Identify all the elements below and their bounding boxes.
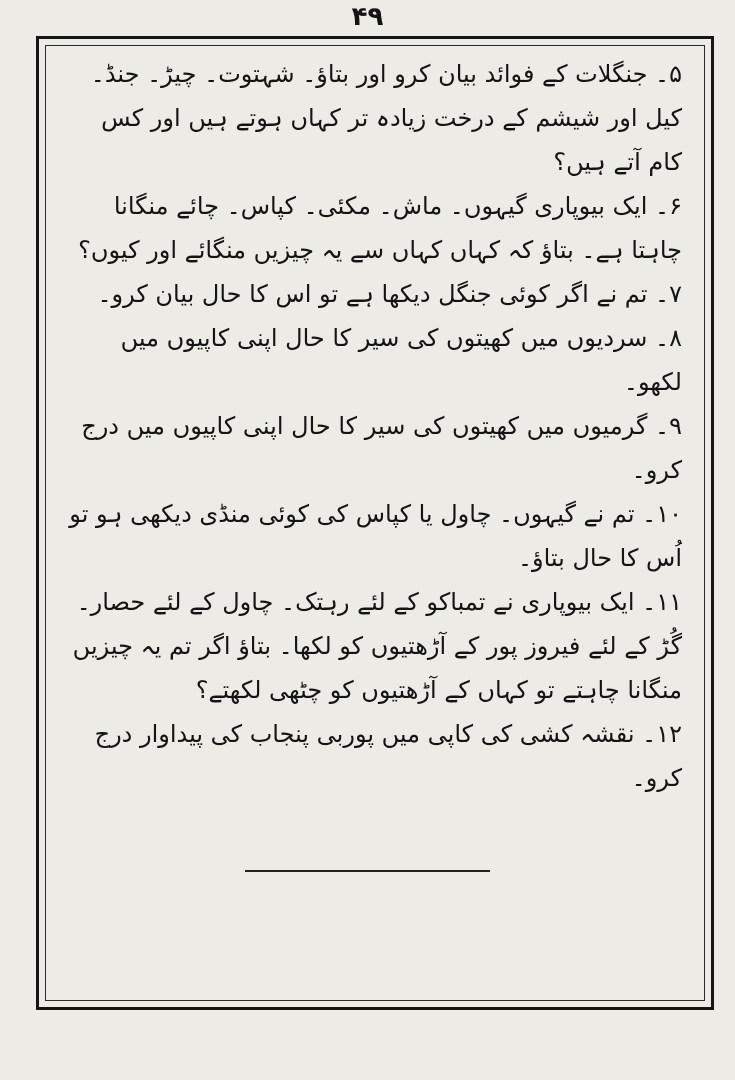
exercise-number: ۶۔ bbox=[655, 192, 682, 220]
exercise-number: ۹۔ bbox=[655, 412, 682, 440]
exercise-text: جنگلات کے فوائد بیان کرو اور بتاؤ۔ شہتوت۔ چیڑ۔ جنڈ۔ کیل اور شیشم کے درخت زیادہ تر کہاں ہوتے ہیں اور کس کام آتے ہیں؟ bbox=[90, 60, 682, 176]
exercise-text: نقشہ کشی کی کاپی میں پوربی پنجاب کی پیداوار درج کرو۔ bbox=[94, 720, 682, 792]
exercise-item-7 bbox=[62, 272, 682, 316]
exercise-item-9 bbox=[62, 404, 682, 492]
exercise-item-12 bbox=[62, 712, 682, 800]
exercise-text: سردیوں میں کھیتوں کی سیر کا حال اپنی کاپیوں میں لکھو۔ bbox=[120, 324, 682, 396]
exercise-item-11 bbox=[62, 580, 682, 712]
exercise-text: گرمیوں میں کھیتوں کی سیر کا حال اپنی کاپیوں میں درج کرو۔ bbox=[81, 412, 682, 484]
exercise-number: ۷۔ bbox=[655, 280, 682, 308]
exercise-item-6 bbox=[62, 184, 682, 272]
exercise-text: ایک بیوپاری نے تمباکو کے لئے رہتک۔ چاول کے لئے حصار۔ گُڑ کے لئے فیروز پور کے آڑھتیوں کو لکھا۔ بتاؤ اگر تم یہ چیزیں منگانا چاہتے تو کہاں کے آڑھتیوں کو چٹھی لکھتے؟ bbox=[72, 588, 682, 704]
exercise-number: ۸۔ bbox=[655, 324, 682, 352]
exercise-list bbox=[62, 52, 682, 800]
exercise-number: ۱۰۔ bbox=[642, 500, 682, 528]
exercise-item-10 bbox=[62, 492, 682, 580]
exercise-number: ۱۲۔ bbox=[642, 720, 682, 748]
exercise-item-5 bbox=[62, 52, 682, 184]
exercise-text: ایک بیوپاری گیہوں۔ ماش۔ مکئی۔ کپاس۔ چائے منگانا چاہتا ہے۔ بتاؤ کہ کہاں کہاں سے یہ چیزیں منگائے اور کیوں؟ bbox=[78, 192, 682, 264]
exercise-text: تم نے گیہوں۔ چاول یا کپاس کی کوئی منڈی دیکھی ہو تو اُس کا حال بتاؤ۔ bbox=[69, 500, 682, 572]
exercise-item-8 bbox=[62, 316, 682, 404]
exercise-number: ۱۱۔ bbox=[642, 588, 682, 616]
end-divider-line bbox=[245, 870, 490, 872]
exercise-text: تم نے اگر کوئی جنگل دیکھا ہے تو اس کا حال بیان کرو۔ bbox=[97, 280, 648, 308]
exercise-number: ۵۔ bbox=[655, 60, 682, 88]
page-number: ۴۹ bbox=[351, 2, 384, 32]
